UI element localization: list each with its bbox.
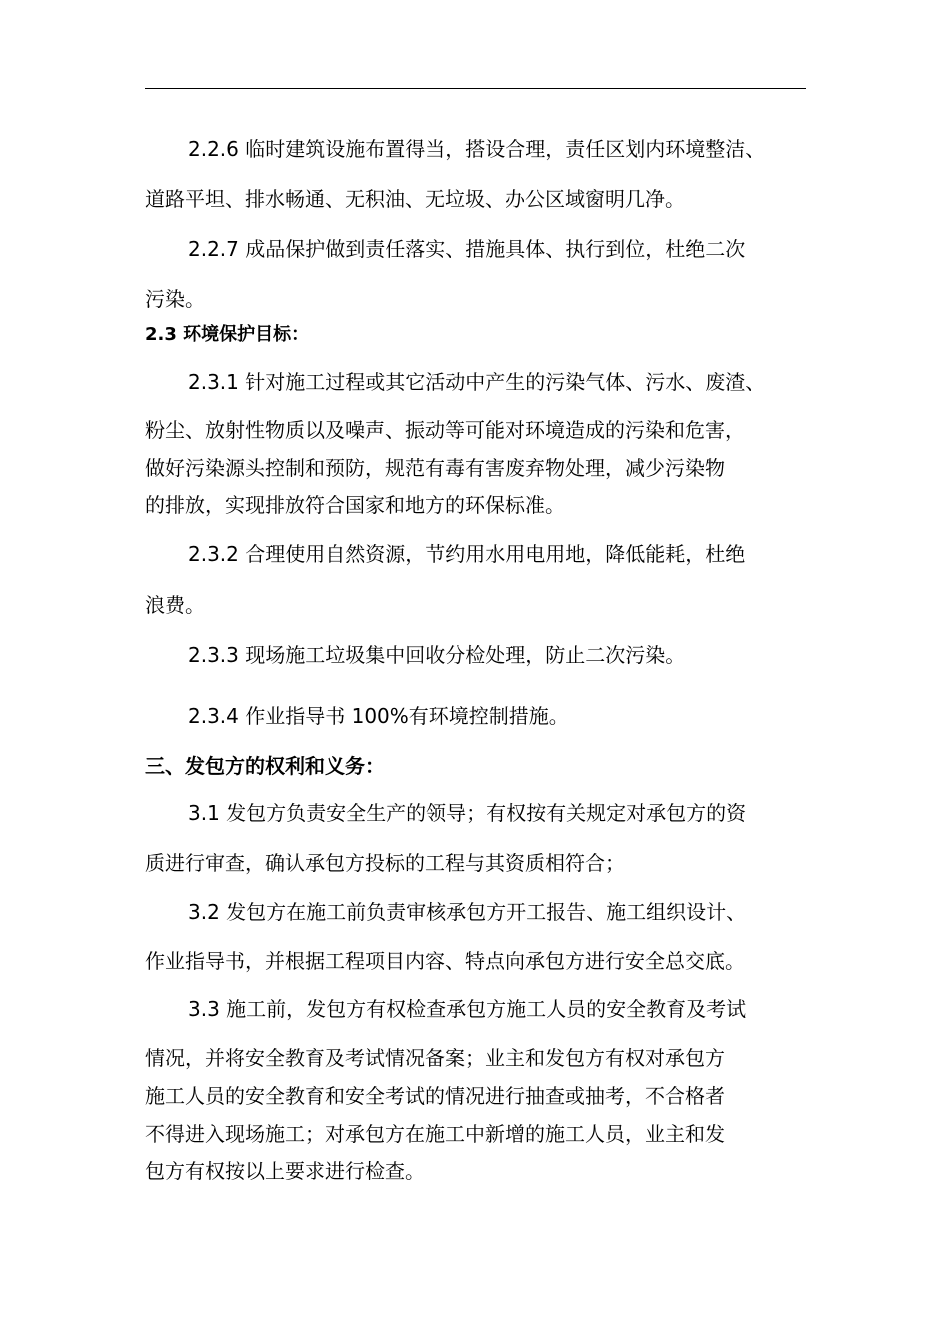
paragraph-2-3-2-line-2: 浪费。	[145, 593, 205, 617]
paragraph-3-3-line-1: 3.3 施工前，发包方有权检查承包方施工人员的安全教育及考试	[188, 997, 747, 1021]
paragraph-3-3-line-3: 施工人员的安全教育和安全考试的情况进行抽查或抽考，不合格者	[145, 1084, 725, 1108]
paragraph-2-3-1-line-3: 做好污染源头控制和预防，规范有毒有害废弃物处理，减少污染物	[145, 456, 725, 480]
paragraph-2-3-1-line-1: 2.3.1 针对施工过程或其它活动中产生的污染气体、污水、废渣、	[188, 370, 766, 394]
paragraph-3-3-line-4: 不得进入现场施工；对承包方在施工中新增的施工人员，业主和发	[145, 1122, 725, 1146]
header-rule	[145, 88, 806, 89]
paragraph-3-2-line-2: 作业指导书，并根据工程项目内容、特点向承包方进行安全总交底。	[145, 949, 745, 973]
paragraph-2-3-1-line-2: 粉尘、放射性物质以及噪声、振动等可能对环境造成的污染和危害，	[145, 418, 745, 442]
paragraph-3-1-line-1: 3.1 发包方负责安全生产的领导；有权按有关规定对承包方的资	[188, 801, 747, 825]
paragraph-3-3-line-5: 包方有权按以上要求进行检查。	[145, 1159, 425, 1183]
section-heading-2-3: 2.3 环境保护目标：	[145, 324, 310, 345]
paragraph-2-2-7-line-1: 2.2.7 成品保护做到责任落实、措施具体、执行到位，杜绝二次	[188, 237, 746, 261]
paragraph-2-3-1-line-4: 的排放，实现排放符合国家和地方的环保标准。	[145, 493, 565, 517]
paragraph-3-2-line-1: 3.2 发包方在施工前负责审核承包方开工报告、施工组织设计、	[188, 900, 747, 924]
paragraph-2-2-6-line-2: 道路平坦、排水畅通、无积油、无垃圾、办公区域窗明几净。	[145, 187, 685, 211]
paragraph-2-3-4: 2.3.4 作业指导书 100%有环境控制措施。	[188, 704, 569, 728]
paragraph-2-2-7-line-2: 污染。	[145, 287, 205, 311]
section-heading-3: 三、发包方的权利和义务：	[145, 754, 385, 778]
paragraph-3-3-line-2: 情况，并将安全教育及考试情况备案；业主和发包方有权对承包方	[145, 1046, 725, 1070]
paragraph-2-3-3: 2.3.3 现场施工垃圾集中回收分检处理，防止二次污染。	[188, 643, 686, 667]
paragraph-3-1-line-2: 质进行审查，确认承包方投标的工程与其资质相符合；	[145, 851, 625, 875]
paragraph-2-2-6-line-1: 2.2.6 临时建筑设施布置得当，搭设合理，责任区划内环境整洁、	[188, 137, 766, 161]
paragraph-2-3-2-line-1: 2.3.2 合理使用自然资源，节约用水用电用地，降低能耗，杜绝	[188, 542, 746, 566]
